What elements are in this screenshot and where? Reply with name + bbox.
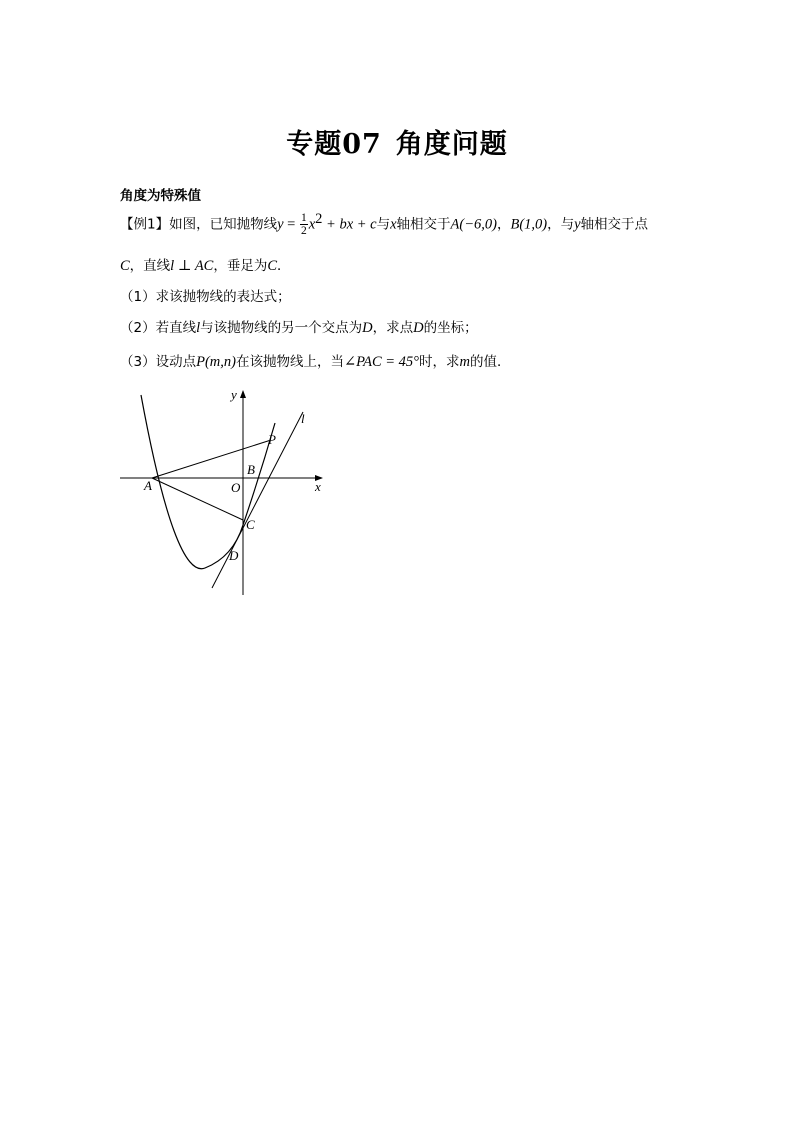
line-l <box>212 412 303 588</box>
text-and: ，与 <box>547 216 575 233</box>
eq-rest: + bx + c <box>322 216 377 233</box>
var-y: y <box>574 216 581 233</box>
point-b: B(1,0) <box>510 216 548 233</box>
eq-y: y <box>277 216 284 233</box>
eq-x: x <box>308 216 316 233</box>
text-yu: 与 <box>376 216 391 233</box>
example-intro: 如图，已知抛物线 <box>169 216 278 233</box>
text-foot: ，垂足为 <box>213 258 268 274</box>
q3-a: （3）设动点 <box>120 354 197 370</box>
label-b: B <box>247 462 255 477</box>
label-l: l <box>301 411 305 426</box>
label-d: D <box>229 548 239 563</box>
parabola-figure <box>115 385 330 600</box>
text-period: ． <box>277 258 291 274</box>
eq-power: 2 <box>315 211 323 227</box>
label-a: A <box>144 478 152 493</box>
eq-fraction <box>300 212 308 237</box>
title-sub: 角度问题 <box>395 129 508 160</box>
title-main: 专题07 <box>286 129 382 160</box>
text-line: ，直线 <box>129 258 171 274</box>
q3-d: 的值． <box>469 354 511 370</box>
point-c: C <box>120 258 130 274</box>
page-title <box>0 122 794 161</box>
label-c: C <box>246 517 255 532</box>
q3-m: m <box>459 354 470 370</box>
q3-p: P(m,n) <box>196 354 236 370</box>
point-a: A(−6,0) <box>450 216 497 233</box>
q3-b: 在该抛物线上，当 <box>235 354 344 370</box>
q2-d: D <box>362 320 373 336</box>
section-heading: 角度为特殊值 <box>120 188 201 204</box>
eq-equals: = <box>283 216 299 233</box>
q3-c: 时，求 <box>418 354 460 370</box>
q2-e: 的坐标； <box>423 320 478 336</box>
text-intersect-point: 轴相交于点 <box>580 216 649 233</box>
q2-l: l <box>196 320 201 336</box>
q3-angle: ∠PAC = 45° <box>343 354 419 370</box>
q2-c: ，求点 <box>372 320 414 336</box>
text-axis-intersect: 轴相交于 <box>396 216 451 233</box>
question-2 <box>120 316 478 337</box>
label-y: y <box>231 387 237 402</box>
label-x: x <box>315 479 321 494</box>
frac-num: 1 <box>300 212 307 224</box>
label-o: O <box>231 480 241 495</box>
q2-b: 与该抛物线的另一个交点为 <box>200 320 363 336</box>
example-line-2 <box>120 254 291 275</box>
sep-comma: ， <box>496 216 511 233</box>
segment-ac <box>152 478 243 520</box>
example-tag: 【例1】 <box>120 216 170 233</box>
var-x: x <box>390 216 397 233</box>
question-3 <box>120 350 510 371</box>
point-c-2: C <box>267 258 278 274</box>
q2-d2: D <box>413 320 424 336</box>
line-perp: l ⊥ AC <box>170 258 214 274</box>
frac-den: 2 <box>300 225 307 237</box>
example-line-1 <box>120 211 648 237</box>
q2-a: （2）若直线 <box>120 320 197 336</box>
question-1: （1）求该抛物线的表达式； <box>120 289 291 305</box>
label-p: P <box>268 432 276 447</box>
